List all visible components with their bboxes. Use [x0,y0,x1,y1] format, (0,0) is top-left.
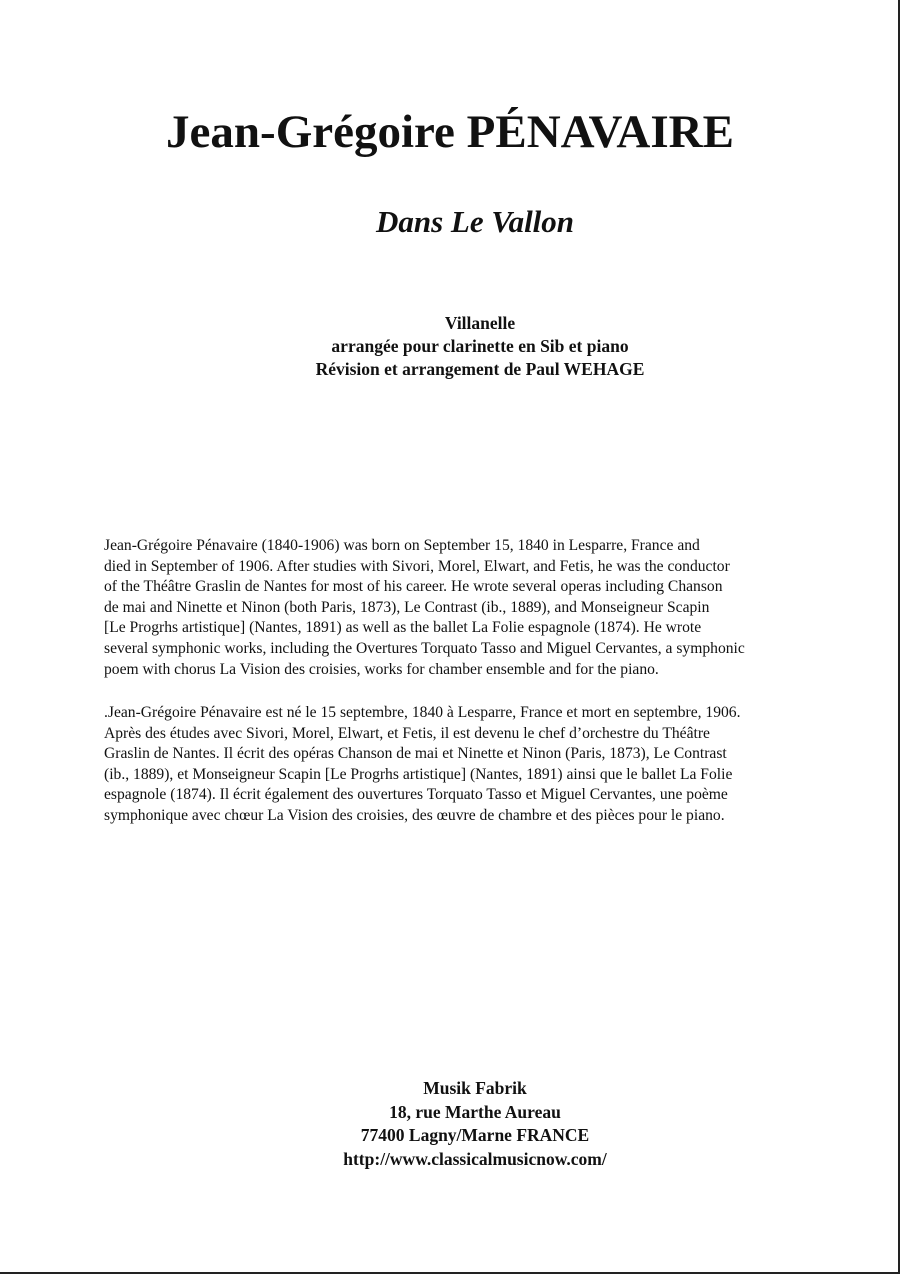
biography-french [104,703,854,827]
publisher-city: 77400 Lagny/Marne FRANCE [360,1125,590,1145]
subtitle-block [0,312,900,381]
bio-fr-line: (ib., 1889), et Monseigneur Scapin [Le Progrhs artistique] (Nantes, 1891) ainsi que le ballet La Folie [104,765,733,783]
bio-fr-line: Graslin de Nantes. Il écrit des opéras Chanson de mai et Ninette et Ninon (Paris, 1873), Le Contrast [104,745,727,763]
bio-en-line: de mai and Ninette et Ninon (both Paris, 1873), Le Contrast (ib., 1889), and Monseigneur Scapin [104,598,710,616]
publisher-name: Musik Fabrik [423,1078,527,1098]
publisher-url: http://www.classicalmusicnow.com/ [343,1148,607,1169]
subtitle-line-genre: Villanelle [444,313,516,333]
composer-name: Jean-Grégoire PÉNAVAIRE [166,106,734,158]
bio-en-line: Jean-Grégoire Pénavaire (1840-1906) was born on September 15, 1840 in Lesparre, France and [104,537,700,554]
publisher-street: 18, rue Marthe Aureau [389,1101,561,1122]
subtitle-line-revision: Révision et arrangement de Paul WEHAGE [315,359,645,379]
publisher-block [0,1077,900,1171]
bio-fr-line: espagnole (1874). Il écrit également des ouvertures Torquato Tasso et Miguel Cervantes, une poème [104,786,728,804]
bio-fr-line: .Jean-Grégoire Pénavaire est né le 15 septembre, 1840 à Lesparre, France et mort en septembre, 1906. [104,704,741,721]
work-title: Dans Le Vallon [375,204,575,239]
biography-english [104,536,854,680]
bio-en-line: [Le Progrhs artistique] (Nantes, 1891) as well as the ballet La Folie espagnole (1874). He wrote [104,619,702,637]
bio-en-line: poem with chorus La Vision des croisies, works for chamber ensemble and for the piano. [104,660,659,678]
bio-en-line: of the Théâtre Graslin de Nantes for most of his career. He wrote several operas including Chanson [104,578,723,596]
bio-en-line: several symphonic works, including the Overtures Torquato Tasso and Miguel Cervantes, a symphonic [104,639,745,657]
bio-en-line: died in September of 1906. After studies with Sivori, Morel, Elwart, and Fetis, he was the conductor [104,557,730,575]
bio-fr-line: symphonique avec chœur La Vision des croisies, des œuvre de chambre et des pièces pour le piano. [104,806,725,824]
bio-fr-line: Après des études avec Sivori, Morel, Elwart, et Fetis, il est devenu le chef d’orchestre du Théâtre [104,724,710,742]
subtitle-line-arrangement: arrangée pour clarinette en Sib et piano [331,336,629,356]
